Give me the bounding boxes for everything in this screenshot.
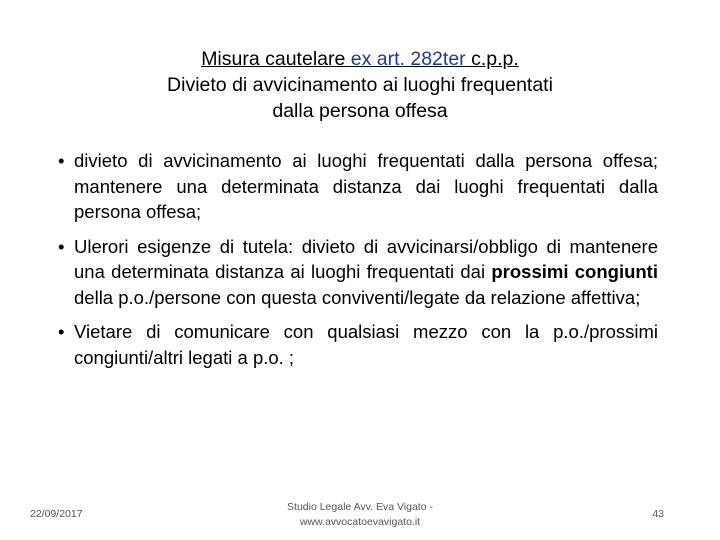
footer-page-number: 43 bbox=[652, 508, 664, 520]
bullet-text-2a: Ulerori esigenze di tutela: divieto di avvicinarsi/obbligo di mantenere una determinata distanza ai luoghi frequentati dai bbox=[74, 235, 658, 282]
bullet-text-1: divieto di avvicinamento ai luoghi frequentati dalla persona offesa; mantenere una determinata distanza dai luoghi frequentati dalla persona offesa; bbox=[74, 150, 658, 222]
bullet-item-3 bbox=[58, 319, 658, 370]
title-article-ref: ex art. 282ter bbox=[350, 48, 466, 70]
bullet-text-2-bold: prossimi congiunti bbox=[491, 261, 658, 282]
bullet-item-1 bbox=[58, 148, 658, 225]
bullet-icon: • bbox=[58, 150, 65, 171]
title-line-3: dalla persona offesa bbox=[272, 100, 448, 122]
title-underlined bbox=[201, 48, 519, 70]
footer-date: 22/09/2017 bbox=[30, 508, 83, 520]
title-text-1: Misura cautelare bbox=[201, 48, 351, 70]
bullet-list bbox=[58, 148, 658, 379]
bullet-icon: • bbox=[58, 235, 65, 257]
title-text-2: c.p.p. bbox=[465, 48, 519, 70]
slide-title bbox=[60, 46, 660, 124]
footer-author-line-1: Studio Legale Avv. Eva Vigato - bbox=[287, 501, 433, 513]
bullet-icon: • bbox=[58, 321, 65, 342]
title-line-2: Divieto di avvicinamento ai luoghi frequentati bbox=[167, 74, 553, 96]
title-line-1 bbox=[60, 46, 660, 72]
footer-author-line-2: www.avvocatoevavigato.it bbox=[299, 516, 421, 528]
bullet-text-3: Vietare di comunicare con qualsiasi mezzo con la p.o./prossimi congiunti/altri legati a p.o. ; bbox=[74, 321, 658, 368]
bullet-item-2 bbox=[58, 234, 658, 311]
footer-author bbox=[260, 500, 460, 530]
bullet-text-2b: della p.o./persone con questa conviventi/legate da relazione affettiva; bbox=[74, 286, 641, 308]
